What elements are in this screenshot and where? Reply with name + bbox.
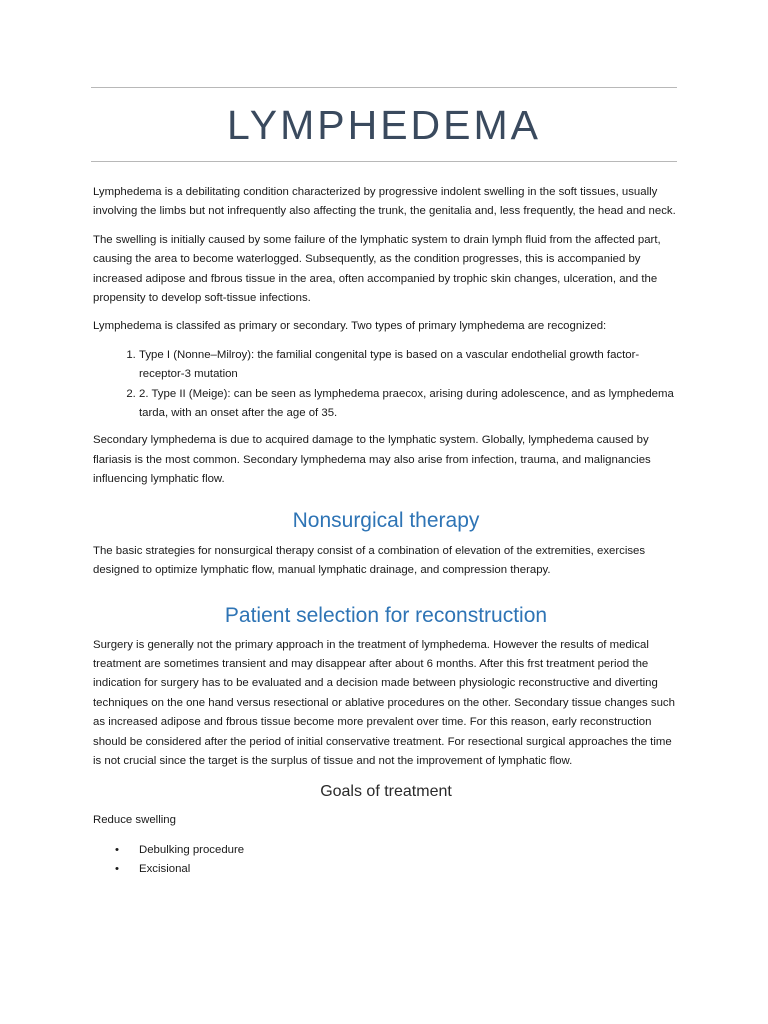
list-item <box>115 841 679 860</box>
intro-paragraph: The swelling is initially caused by some failure of the lymphatic system to drain lymph fluid from the affected part, causing the area to become waterlogged. Subsequently, as the condition progresses, this is accompanied by increased adipose and fbrous tissue in the area, often accompanied by trophic skin changes, ulceration, and the propensity to develop soft-tissue infections. <box>93 233 661 305</box>
section-heading-nonsurgical: Nonsurgical therapy <box>292 508 480 532</box>
list-item-label: Excisional <box>139 863 191 876</box>
intro-paragraph: Lymphedema is classifed as primary or secondary. Two types of primary lymphedema are recognized: <box>93 320 607 333</box>
patient-selection-paragraph: Surgery is generally not the primary approach in the treatment of lymphedema. However the results of medical treatment are sometimes transient and may disappear after about 6 months. After this frst treatment period the indication for surgery has to be evaluated and a decision made between physiologic reconstructive and diverting techniques on the one hand versus resectional or ablative procedures on the other. Secondary tissue changes such as increased adipose and fbrous tissue become more prevalent over time. For this reason, early reconstruction should be considered after the period of initial conservative treatment. For resectional surgical approaches the time is not crucial since the target is the surplus of tissue and not the improvement of lymphatic flow. <box>93 638 675 767</box>
nonsurgical-paragraph: The basic strategies for nonsurgical therapy consist of a combination of elevation of the extremities, exercises designed to optimize lymphatic flow, manual lymphatic drainage, and compression therapy. <box>93 544 646 577</box>
goals-subheading: Reduce swelling <box>93 814 176 827</box>
section-heading-patient-selection: Patient selection for reconstruction <box>224 603 548 627</box>
section-heading-goals: Goals of treatment <box>320 783 452 801</box>
list-item: 1. Type I (Nonne–Milroy): the familial congenital type is based on a vascular endothelial growth factor-receptor-3 mutation <box>139 346 679 385</box>
document-body <box>93 183 679 880</box>
goals-list <box>93 841 679 880</box>
title-top-rule <box>91 87 677 88</box>
bullet-icon: • <box>115 843 119 856</box>
bullet-icon: • <box>115 863 119 876</box>
title-bottom-rule <box>91 161 677 162</box>
document-title: LYMPHEDEMA <box>226 102 542 148</box>
intro-paragraph: Lymphedema is a debilitating condition characterized by progressive indolent swelling in the soft tissues, usually involving the limbs but not infrequently also affecting the trunk, the genitalia and, less frequently, the head and neck. <box>93 186 676 218</box>
list-item: 2. 2. Type II (Meige): can be seen as lymphedema praecox, arising during adolescence, and as lymphedema tarda, with an onset after the age of 35. <box>139 385 679 424</box>
list-item-label: Debulking procedure <box>139 843 245 856</box>
primary-types-list <box>93 346 679 424</box>
list-item <box>115 860 679 879</box>
secondary-paragraph: Secondary lymphedema is due to acquired damage to the lymphatic system. Globally, lymphedema caused by flariasis is the most common. Secondary lymphedema may also arise from infection, trauma, and malignancies influencing lymphatic flow. <box>93 434 651 486</box>
